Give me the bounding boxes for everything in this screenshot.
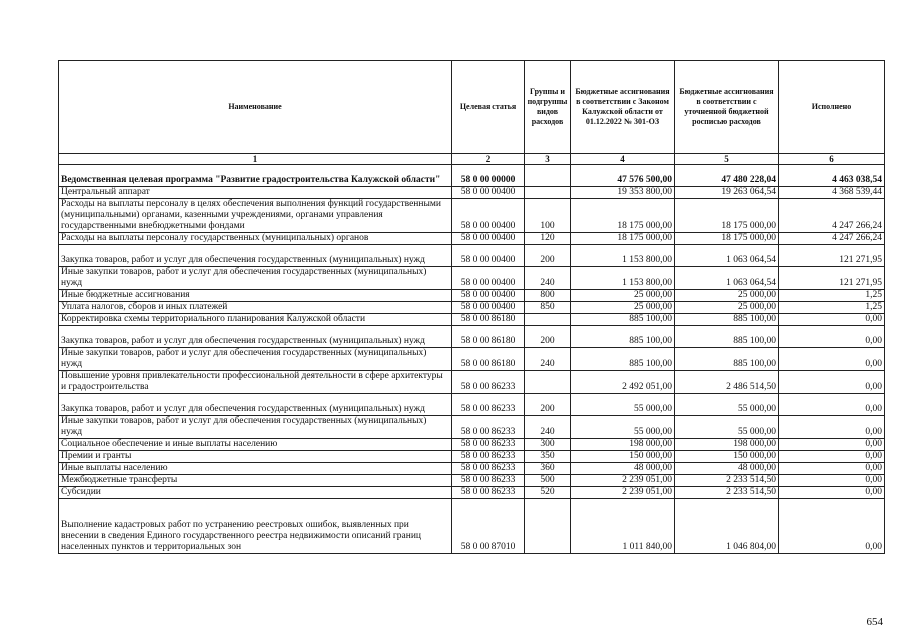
row-executed-cell: 4 463 038,54 (779, 165, 885, 187)
table-row (59, 245, 885, 267)
row-executed-cell: 0,00 (779, 314, 885, 326)
row-name-cell: Центральный аппарат (59, 187, 452, 199)
table-row (59, 302, 885, 314)
row-target-cell: 58 0 00 00400 (452, 199, 525, 233)
row-executed-cell: 0,00 (779, 394, 885, 416)
row-refined-cell: 2 233 514,50 (675, 487, 779, 499)
row-executed-cell: 121 271,95 (779, 267, 885, 290)
row-executed-cell: 0,00 (779, 326, 885, 348)
budget-table (58, 60, 885, 554)
row-law-cell: 2 492 051,00 (571, 371, 675, 394)
row-refined-cell: 48 000,00 (675, 463, 779, 475)
row-name-cell: Иные закупки товаров, работ и услуг для обеспечения государственных (муниципальных) нужд (59, 348, 452, 371)
row-law-cell: 48 000,00 (571, 463, 675, 475)
row-executed-cell: 0,00 (779, 499, 885, 554)
row-group-cell: 520 (525, 487, 571, 499)
row-group-cell: 500 (525, 475, 571, 487)
row-refined-cell: 25 000,00 (675, 302, 779, 314)
row-executed-cell: 121 271,95 (779, 245, 885, 267)
row-refined-cell: 55 000,00 (675, 416, 779, 439)
row-refined-cell: 885 100,00 (675, 326, 779, 348)
row-group-cell (525, 499, 571, 554)
row-refined-cell: 19 263 064,54 (675, 187, 779, 199)
row-refined-cell: 18 175 000,00 (675, 233, 779, 245)
row-refined-cell: 885 100,00 (675, 348, 779, 371)
row-name-cell: Премии и гранты (59, 451, 452, 463)
table-row (59, 326, 885, 348)
table-row (59, 233, 885, 245)
row-target-cell: 58 0 00 00400 (452, 267, 525, 290)
row-refined-cell: 2 233 514,50 (675, 475, 779, 487)
table-row (59, 165, 885, 187)
header-refined: Бюджетные ассигнования в соответствии с уточненной бюджетной росписью расходов (675, 61, 779, 154)
row-name-cell: Иные закупки товаров, работ и услуг для обеспечения государственных (муниципальных) нужд (59, 267, 452, 290)
row-group-cell: 800 (525, 290, 571, 302)
row-executed-cell: 1,25 (779, 302, 885, 314)
header-group: Группы и подгруппы видов расходов (525, 61, 571, 154)
row-law-cell: 885 100,00 (571, 348, 675, 371)
table-row (59, 187, 885, 199)
table-row (59, 451, 885, 463)
row-target-cell: 58 0 00 00400 (452, 187, 525, 199)
table-row (59, 416, 885, 439)
column-number: 3 (525, 154, 571, 165)
row-refined-cell: 1 046 804,00 (675, 499, 779, 554)
row-law-cell: 25 000,00 (571, 290, 675, 302)
row-refined-cell: 25 000,00 (675, 290, 779, 302)
row-law-cell: 55 000,00 (571, 416, 675, 439)
row-group-cell: 350 (525, 451, 571, 463)
row-law-cell: 150 000,00 (571, 451, 675, 463)
row-target-cell: 58 0 00 86233 (452, 487, 525, 499)
row-group-cell: 200 (525, 245, 571, 267)
row-name-cell: Корректировка схемы территориального планирования Калужской области (59, 314, 452, 326)
row-law-cell: 1 011 840,00 (571, 499, 675, 554)
row-law-cell: 55 000,00 (571, 394, 675, 416)
row-name-cell: Иные закупки товаров, работ и услуг для обеспечения государственных (муниципальных) нужд (59, 416, 452, 439)
row-target-cell: 58 0 00 86180 (452, 326, 525, 348)
row-target-cell: 58 0 00 86180 (452, 314, 525, 326)
table-row (59, 348, 885, 371)
row-executed-cell: 0,00 (779, 371, 885, 394)
row-target-cell: 58 0 00 86233 (452, 451, 525, 463)
row-name-cell: Расходы на выплаты персоналу государственных (муниципальных) органов (59, 233, 452, 245)
row-executed-cell: 0,00 (779, 487, 885, 499)
row-target-cell: 58 0 00 00400 (452, 245, 525, 267)
row-target-cell: 58 0 00 86233 (452, 371, 525, 394)
row-name-cell: Иные выплаты населению (59, 463, 452, 475)
column-number: 1 (59, 154, 452, 165)
row-name-cell: Межбюджетные трансферты (59, 475, 452, 487)
row-group-cell: 360 (525, 463, 571, 475)
row-target-cell: 58 0 00 86180 (452, 348, 525, 371)
row-target-cell: 58 0 00 87010 (452, 499, 525, 554)
table-row (59, 463, 885, 475)
row-name-cell: Иные бюджетные ассигнования (59, 290, 452, 302)
row-target-cell: 58 0 00 86233 (452, 394, 525, 416)
row-law-cell: 1 153 800,00 (571, 267, 675, 290)
header-executed: Исполнено (779, 61, 885, 154)
row-executed-cell: 0,00 (779, 451, 885, 463)
row-name-cell: Расходы на выплаты персоналу в целях обеспечения выполнения функций государственными (муниципальными) органами, казенными учреждениями, органами управления государственными внебюджетными фондами (59, 199, 452, 233)
row-name-cell: Закупка товаров, работ и услуг для обеспечения государственных (муниципальных) нужд (59, 394, 452, 416)
column-number-row (59, 154, 885, 165)
row-law-cell: 198 000,00 (571, 439, 675, 451)
row-refined-cell: 2 486 514,50 (675, 371, 779, 394)
row-law-cell: 1 153 800,00 (571, 245, 675, 267)
row-law-cell: 25 000,00 (571, 302, 675, 314)
row-group-cell: 300 (525, 439, 571, 451)
row-target-cell: 58 0 00 00000 (452, 165, 525, 187)
row-name-cell: Ведомственная целевая программа "Развитие градостроительства Калужской области" (59, 165, 452, 187)
row-target-cell: 58 0 00 00400 (452, 302, 525, 314)
table-row (59, 499, 885, 554)
row-refined-cell: 1 063 064,54 (675, 267, 779, 290)
row-group-cell (525, 187, 571, 199)
table-row (59, 290, 885, 302)
row-group-cell: 850 (525, 302, 571, 314)
row-group-cell (525, 314, 571, 326)
row-law-cell: 2 239 051,00 (571, 475, 675, 487)
header-row (59, 61, 885, 154)
row-refined-cell: 1 063 064,54 (675, 245, 779, 267)
row-law-cell: 885 100,00 (571, 314, 675, 326)
row-law-cell: 19 353 800,00 (571, 187, 675, 199)
row-group-cell (525, 371, 571, 394)
header-law: Бюджетные ассигнования в соответствии с Законом Калужской области от 01.12.2022 № 301-ОЗ (571, 61, 675, 154)
row-name-cell: Субсидии (59, 487, 452, 499)
header-name: Наименование (59, 61, 452, 154)
row-target-cell: 58 0 00 86233 (452, 463, 525, 475)
row-executed-cell: 0,00 (779, 348, 885, 371)
row-executed-cell: 4 247 266,24 (779, 233, 885, 245)
row-group-cell: 200 (525, 394, 571, 416)
budget-table-container (58, 60, 884, 554)
table-row (59, 199, 885, 233)
column-number: 5 (675, 154, 779, 165)
table-row (59, 371, 885, 394)
row-name-cell: Повышение уровня привлекательности профессиональной деятельности в сфере архитектуры и градостроительства (59, 371, 452, 394)
row-refined-cell: 198 000,00 (675, 439, 779, 451)
row-name-cell: Закупка товаров, работ и услуг для обеспечения государственных (муниципальных) нужд (59, 245, 452, 267)
row-group-cell (525, 165, 571, 187)
row-law-cell: 47 576 500,00 (571, 165, 675, 187)
table-row (59, 267, 885, 290)
row-executed-cell: 1,25 (779, 290, 885, 302)
row-executed-cell: 0,00 (779, 463, 885, 475)
row-law-cell: 18 175 000,00 (571, 199, 675, 233)
row-refined-cell: 55 000,00 (675, 394, 779, 416)
table-row (59, 487, 885, 499)
table-row (59, 439, 885, 451)
row-target-cell: 58 0 00 00400 (452, 233, 525, 245)
row-executed-cell: 0,00 (779, 416, 885, 439)
row-target-cell: 58 0 00 86233 (452, 439, 525, 451)
row-target-cell: 58 0 00 00400 (452, 290, 525, 302)
column-number: 2 (452, 154, 525, 165)
row-group-cell: 240 (525, 267, 571, 290)
row-group-cell: 120 (525, 233, 571, 245)
row-name-cell: Социальное обеспечение и иные выплаты населению (59, 439, 452, 451)
column-number: 6 (779, 154, 885, 165)
header-target: Целевая статья (452, 61, 525, 154)
row-refined-cell: 18 175 000,00 (675, 199, 779, 233)
table-row (59, 314, 885, 326)
row-executed-cell: 4 247 266,24 (779, 199, 885, 233)
row-executed-cell: 4 368 539,44 (779, 187, 885, 199)
row-name-cell: Уплата налогов, сборов и иных платежей (59, 302, 452, 314)
page-number: 654 (866, 616, 883, 628)
row-group-cell: 200 (525, 326, 571, 348)
row-group-cell: 100 (525, 199, 571, 233)
column-number: 4 (571, 154, 675, 165)
row-refined-cell: 885 100,00 (675, 314, 779, 326)
table-body (59, 165, 885, 554)
row-law-cell: 18 175 000,00 (571, 233, 675, 245)
table-row (59, 394, 885, 416)
row-executed-cell: 0,00 (779, 439, 885, 451)
row-refined-cell: 150 000,00 (675, 451, 779, 463)
row-law-cell: 885 100,00 (571, 326, 675, 348)
row-target-cell: 58 0 00 86233 (452, 416, 525, 439)
row-group-cell: 240 (525, 416, 571, 439)
table-row (59, 475, 885, 487)
row-name-cell: Закупка товаров, работ и услуг для обеспечения государственных (муниципальных) нужд (59, 326, 452, 348)
row-group-cell: 240 (525, 348, 571, 371)
row-law-cell: 2 239 051,00 (571, 487, 675, 499)
row-refined-cell: 47 480 228,04 (675, 165, 779, 187)
row-name-cell: Выполнение кадастровых работ по устранению реестровых ошибок, выявленных при внесении в сведения Единого государственного реестра недвижимости описаний границ населенных пунктов и территориальных зон (59, 499, 452, 554)
row-target-cell: 58 0 00 86233 (452, 475, 525, 487)
row-executed-cell: 0,00 (779, 475, 885, 487)
